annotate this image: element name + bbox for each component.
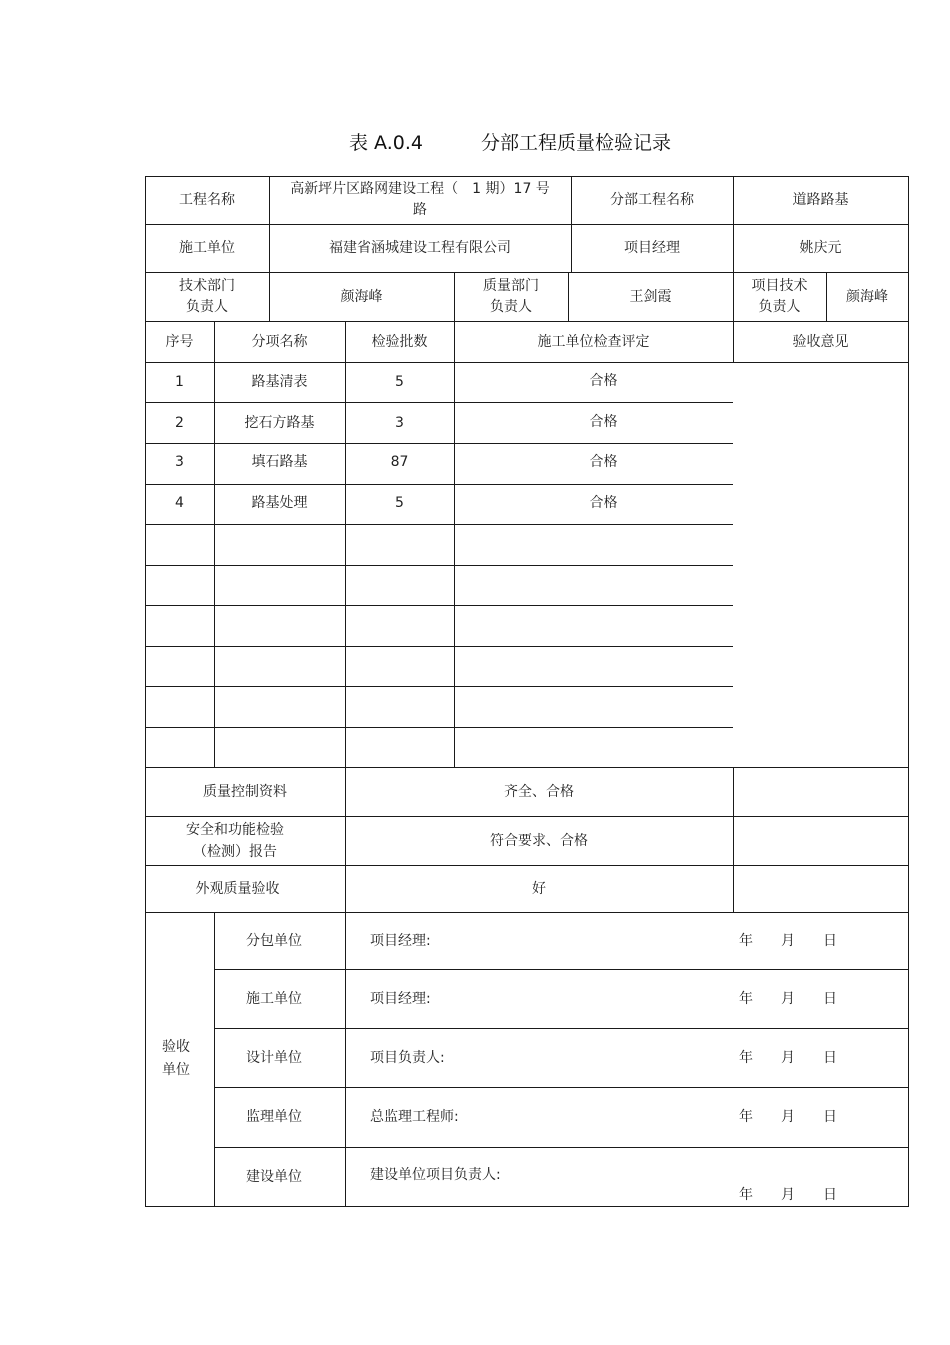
- rule-line: [733, 767, 734, 913]
- quality-dept-label-line2: 负责人: [490, 298, 532, 315]
- date-year: 年: [739, 1049, 753, 1066]
- project-tech-value: 颜海峰: [846, 288, 888, 305]
- quality-dept-label-line1: 质量部门: [483, 277, 539, 294]
- tech-dept-label: [145, 272, 269, 321]
- safety-value: 符合要求、合格: [490, 832, 588, 849]
- date-month: 月: [781, 1109, 795, 1125]
- division-name-value: 道路路基: [792, 192, 849, 208]
- role-supervisor: 总监理工程师:: [370, 1109, 459, 1125]
- item-count: 3: [395, 414, 404, 431]
- rule-line: [145, 686, 733, 687]
- appearance-label: 外观质量验收: [195, 880, 280, 897]
- unit-supervisor: 监理单位: [246, 1109, 302, 1125]
- date-subcontractor: [739, 912, 899, 969]
- item-name: 填石路基: [251, 453, 308, 470]
- safety-label-line2: （检测）报告: [193, 843, 277, 860]
- rule-line: [908, 176, 909, 1207]
- form-code: 表 A.0.4: [349, 132, 423, 154]
- col-seq: 序号: [165, 333, 194, 350]
- form-name: 分部工程质量检验记录: [481, 132, 672, 154]
- rule-line: [145, 646, 733, 647]
- rule-line: [145, 524, 733, 525]
- quality-dept-label: [454, 272, 568, 321]
- project-tech-label-line1: 项目技术: [751, 277, 808, 294]
- manager-label: 项目经理: [624, 240, 680, 256]
- date-day: 日: [823, 1187, 837, 1203]
- quality-control-value: 齐全、合格: [504, 783, 574, 800]
- unit-subcontractor: 分包单位: [246, 932, 302, 949]
- item-seq: 1: [175, 374, 184, 390]
- date-year: 年: [739, 990, 753, 1007]
- item-eval: 合格: [589, 494, 618, 511]
- date-owner: [739, 1184, 899, 1206]
- project-tech-label: [733, 272, 826, 321]
- date-day: 日: [823, 1109, 837, 1125]
- project-name-label: 工程名称: [179, 192, 235, 208]
- date-month: 月: [781, 1049, 795, 1066]
- col-acceptance-opinion: 验收意见: [792, 333, 849, 350]
- item-name: 路基处理: [251, 494, 308, 511]
- tech-dept-label-line1: 技术部门: [179, 277, 235, 294]
- role-designer: 项目负责人:: [370, 1049, 445, 1066]
- project-name-line1: 高新坪片区路网建设工程（ 1 期）17 号: [290, 181, 550, 197]
- date-contractor: [739, 969, 899, 1028]
- manager-value: 姚庆元: [799, 240, 842, 256]
- acceptance-group-line1: 验收: [162, 1039, 190, 1055]
- date-supervisor: [739, 1087, 899, 1147]
- item-eval: 合格: [589, 453, 618, 470]
- rule-line: [145, 727, 733, 728]
- item-count: 5: [395, 374, 404, 390]
- item-count: 5: [395, 494, 404, 511]
- date-month: 月: [781, 1187, 795, 1203]
- rule-line: [145, 1206, 909, 1207]
- role-owner: 建设单位项目负责人:: [370, 1167, 501, 1183]
- date-designer: [739, 1028, 899, 1087]
- division-name-label: 分部工程名称: [610, 192, 694, 208]
- item-seq: 3: [175, 453, 184, 470]
- acceptance-group-line2: 单位: [162, 1062, 190, 1078]
- role-contractor: 项目经理:: [370, 990, 431, 1007]
- appearance-value: 好: [532, 880, 546, 897]
- item-name: 路基清表: [251, 374, 308, 390]
- col-contractor-eval: 施工单位检查评定: [537, 333, 650, 350]
- item-name: 挖石方路基: [244, 414, 315, 431]
- col-item-name: 分项名称: [251, 333, 308, 350]
- date-month: 月: [781, 932, 795, 949]
- role-subcontractor: 项目经理:: [370, 932, 431, 949]
- item-count: 87: [390, 453, 409, 470]
- unit-owner: 建设单位: [246, 1168, 302, 1185]
- unit-designer: 设计单位: [246, 1049, 302, 1066]
- date-day: 日: [823, 1049, 837, 1066]
- project-name-value: [269, 176, 571, 224]
- date-month: 月: [781, 990, 795, 1007]
- safety-label: [145, 816, 325, 865]
- unit-contractor: 施工单位: [246, 990, 302, 1007]
- item-seq: 4: [175, 494, 184, 511]
- item-eval: 合格: [589, 413, 618, 430]
- rule-line: [145, 565, 733, 566]
- quality-control-label: 质量控制资料: [203, 783, 287, 800]
- date-year: 年: [739, 1187, 753, 1203]
- contractor-value: 福建省涵城建设工程有限公司: [329, 240, 511, 256]
- rule-line: [345, 912, 346, 1207]
- project-name-line2: 路: [413, 202, 427, 218]
- tech-dept-value: 颜海峰: [340, 288, 383, 305]
- project-tech-label-line2: 负责人: [758, 298, 801, 315]
- date-year: 年: [739, 1109, 753, 1125]
- quality-dept-value: 王剑霞: [629, 288, 672, 305]
- date-year: 年: [739, 932, 753, 949]
- acceptance-group-label: [145, 1035, 207, 1083]
- col-batch-count: 检验批数: [371, 333, 428, 350]
- item-seq: 2: [175, 414, 184, 431]
- contractor-label: 施工单位: [179, 240, 235, 256]
- tech-dept-label-line2: 负责人: [186, 298, 228, 315]
- rule-line: [145, 605, 733, 606]
- safety-label-line1: 安全和功能检验: [186, 821, 284, 838]
- item-eval: 合格: [589, 373, 618, 389]
- date-day: 日: [823, 990, 837, 1007]
- date-day: 日: [823, 932, 837, 949]
